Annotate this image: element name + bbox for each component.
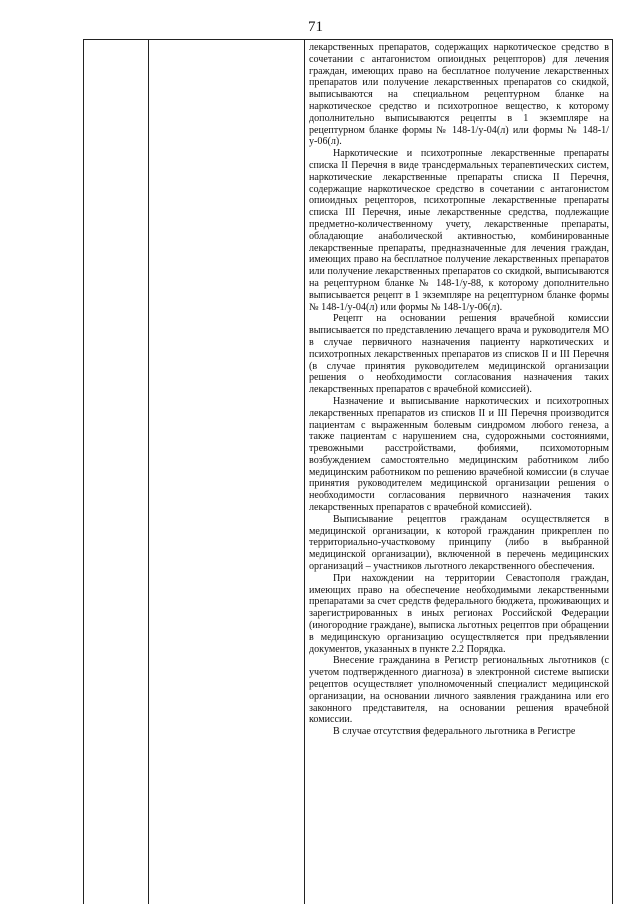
paragraph: При нахождении на территории Севастополя граждан, имеющих право на обеспечение необходимыми лекарственными препаратами за счет средств федерального бюджета, проживающих и зарегистрированных в иных регионах Российской Федерации (иногородние граждане), выписка льготных рецептов при обращении в медицинскую организацию осуществляется при предъявлении документов, указанных в пункте 2.2 Порядка. [309, 572, 609, 655]
page-number: 71 [308, 19, 323, 35]
table-text-cell [309, 42, 609, 738]
column-divider [304, 40, 305, 904]
document-table [83, 39, 613, 904]
paragraph: Выписывание рецептов гражданам осуществляется в медицинской организации, к которой гражданин прикреплен по территориально-участковому принципу (либо в выбранной медицинской организации), включенной в перечень медицинских организаций – участников льготного лекарственного обеспечения. [309, 513, 609, 573]
paragraph: лекарственных препаратов, содержащих наркотическое средство в сочетании с антагонистом опиоидных рецепторов) для лечения граждан, имеющих право на бесплатное получение лекарственных препаратов или получение лекарственных препаратов со скидкой, выписываются на специальном рецептурном бланке на наркотическое средство и психотропное вещество, к которому дополнительно выписываются рецепты в 1 экземпляре на рецептурном бланке формы № 148-1/у-04(л) или формы № 148-1/у-06(л). [309, 42, 609, 148]
paragraph: Наркотические и психотропные лекарственные препараты списка II Перечня в виде трансдермальных терапевтических систем, наркотические лекарственные препараты списка II Перечня, содержащие наркотическое средство в сочетании с антагонистом опиоидных рецепторов, психотропные лекарственные препараты списка III Перечня, иные лекарственные средства, подлежащие предметно-количественному учету, лекарственные препараты, обладающие анаболической активностью, комбинированные лекарственные препараты, предназначенные для лечения граждан, имеющих право на бесплатное получение лекарственных препаратов или получение лекарственных препаратов со скидкой, выписываются на рецептурном бланке № 148-1/у-88, к которому дополнительно выписывается рецепт в 1 экземпляре на рецептурном бланке формы № 148-1/у-04(л) или формы № 148-1/у-06(л). [309, 148, 609, 313]
paragraph: Рецепт на основании решения врачебной комиссии выписывается по представлению лечащего врача и руководителя МО в случае первичного назначения пациенту наркотических и психотропных лекарственных препаратов из списков II и III Перечня (в случае принятия руководителем медицинской организации решения о необходимости согласования назначения таких лекарственных препаратов с врачебной комиссией). [309, 313, 609, 396]
paragraph: Внесение гражданина в Регистр региональных льготников (с учетом подтвержденного диагноза) в электронной системе выписки рецептов осуществляет уполномоченный специалист медицинской организации, на основании личного заявления гражданина или его законного представителя, на основании решения врачебной комиссии. [309, 655, 609, 726]
paragraph: Назначение и выписывание наркотических и психотропных лекарственных препаратов из списков II и III Перечня производится пациентам с выраженным болевым синдромом любого генеза, а также пациентам с нарушением сна, судорожными состояниями, тревожными расстройствами, фобиями, психомоторным возбуждением самостоятельно медицинским работником либо медицинским работником по решению врачебной комиссии (в случае принятия руководителем медицинской организации решения о необходимости согласования первичного назначения таких лекарственных препаратов с врачебной комиссией). [309, 395, 609, 514]
paragraph: В случае отсутствия федерального льготника в Регистре [333, 726, 576, 738]
column-divider [148, 40, 149, 904]
